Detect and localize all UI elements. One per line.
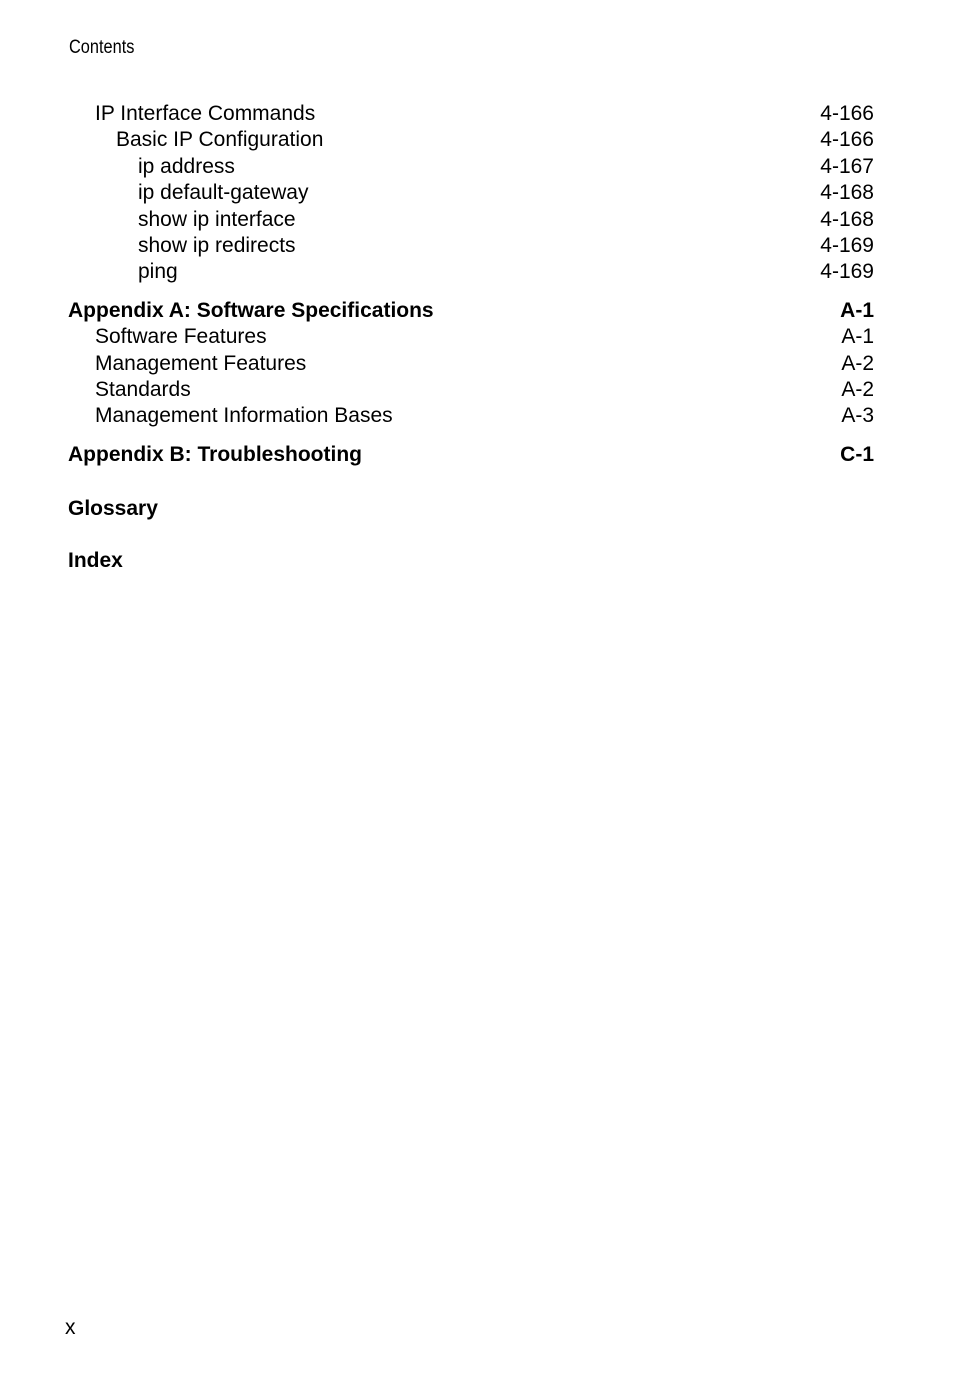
toc-entry[interactable] bbox=[68, 233, 874, 259]
toc-entry-page: 4-169 bbox=[820, 233, 874, 257]
toc-entry[interactable] bbox=[68, 127, 874, 153]
toc-entry-title: Basic IP Configuration bbox=[116, 128, 324, 152]
toc-entry-title: IP Interface Commands bbox=[95, 102, 316, 125]
toc-entry-page: A-2 bbox=[841, 377, 874, 401]
toc-entry-page: 4-166 bbox=[820, 128, 874, 152]
toc-chapter-title: Appendix A: Software Specifications bbox=[68, 298, 434, 322]
running-head: Contents bbox=[69, 37, 135, 58]
toc-entry-page: 4-168 bbox=[820, 181, 874, 205]
toc-chapter-index[interactable] bbox=[68, 548, 874, 574]
toc-entry-title: Management Information Bases bbox=[95, 404, 393, 428]
toc-entry-page: A-3 bbox=[841, 404, 874, 428]
toc-entry-title: show ip redirects bbox=[138, 233, 296, 257]
toc-chapter-page: A-1 bbox=[840, 298, 874, 322]
toc-entry-title: ip address bbox=[138, 154, 235, 178]
table-of-contents bbox=[68, 101, 874, 575]
toc-entry-title: Software Features bbox=[95, 325, 267, 349]
toc-entry-title: ping bbox=[138, 260, 178, 284]
toc-entry-title: Standards bbox=[95, 377, 191, 401]
toc-entry[interactable] bbox=[68, 101, 874, 127]
toc-chapter-page: C-1 bbox=[840, 442, 874, 466]
toc-chapter-glossary[interactable] bbox=[68, 496, 874, 522]
toc-entry-page: 4-168 bbox=[820, 207, 874, 231]
toc-entry[interactable] bbox=[68, 180, 874, 206]
toc-entry-page: A-2 bbox=[841, 351, 874, 375]
toc-entry-page: A-1 bbox=[841, 325, 874, 349]
toc-entry-page: 4-167 bbox=[820, 154, 874, 178]
toc-chapter-title: Glossary bbox=[68, 497, 158, 521]
toc-entry[interactable] bbox=[68, 324, 874, 350]
toc-chapter-title: Index bbox=[68, 549, 123, 573]
toc-entry-title: show ip interface bbox=[138, 207, 296, 231]
toc-chapter-appendix-a[interactable] bbox=[68, 298, 874, 324]
toc-entry-title: Management Features bbox=[95, 351, 307, 375]
toc-chapter-title: Appendix B: Troubleshooting bbox=[68, 442, 362, 466]
toc-chapter-appendix-b[interactable] bbox=[68, 442, 874, 468]
toc-entry-page: 4-169 bbox=[820, 260, 874, 284]
toc-entry[interactable] bbox=[68, 377, 874, 403]
toc-entry[interactable] bbox=[68, 207, 874, 233]
page-number: x bbox=[65, 1316, 76, 1339]
toc-entry[interactable] bbox=[68, 351, 874, 377]
toc-entry[interactable] bbox=[68, 259, 874, 285]
toc-entry-page: 4-166 bbox=[820, 102, 874, 125]
toc-entry[interactable] bbox=[68, 403, 874, 429]
toc-entry-title: ip default-gateway bbox=[138, 181, 309, 205]
toc-entry[interactable] bbox=[68, 154, 874, 180]
